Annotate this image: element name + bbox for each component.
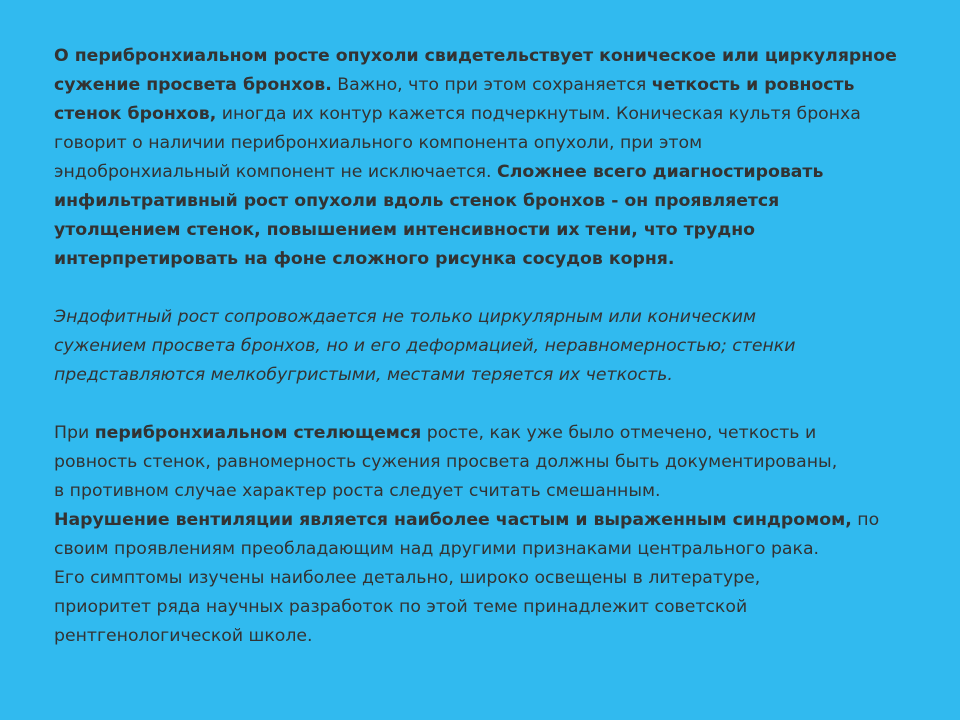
text-run: представляются мелкобугристыми, местами теряется их четкость. (54, 365, 673, 385)
paragraph-endophytic-growth (54, 303, 934, 390)
text-run: сужение просвета бронхов. (54, 75, 332, 95)
text-line (54, 245, 934, 274)
text-line (54, 42, 934, 71)
text-line (54, 100, 934, 129)
text-line (54, 216, 934, 245)
text-line (54, 477, 934, 506)
paragraph-creeping-growth (54, 419, 934, 506)
text-run: Эндофитный рост сопровождается не только циркулярным или коническим (54, 307, 757, 327)
text-run: При (54, 423, 95, 443)
text-run: утолщением стенок, повышением интенсивности их тени, что трудно (54, 220, 756, 240)
text-run: иногда их контур кажется подчеркнутым. Коническая культя бронха (216, 104, 861, 124)
paragraph-peribronchial-growth (54, 42, 934, 274)
text-run: Его симптомы изучены наиболее детально, широко освещены в литературе, (54, 568, 761, 588)
paragraph-spacer (54, 390, 934, 419)
text-line (54, 564, 934, 593)
text-run: стенок бронхов, (54, 104, 217, 124)
text-line (54, 71, 934, 100)
text-run: Важно, что при этом сохраняется (331, 75, 652, 95)
text-line (54, 303, 934, 332)
text-line (54, 158, 934, 187)
text-run: эндобронхиальный компонент не исключается. (54, 162, 498, 182)
text-run: рентгенологической школе. (54, 626, 313, 646)
text-line (54, 535, 934, 564)
text-line (54, 129, 934, 158)
text-run: перибронхиальном стелющемся (94, 423, 422, 443)
text-run: интерпретировать на фоне сложного рисунка сосудов корня. (54, 249, 675, 269)
text-run: Нарушение вентиляции является наиболее частым и выраженным синдромом, (54, 510, 852, 530)
text-line (54, 419, 934, 448)
text-line (54, 448, 934, 477)
text-run: в противном случае характер роста следует считать смешанным. (54, 481, 661, 501)
text-run: четкость и ровность (651, 75, 855, 95)
text-run: росте, как уже было отмечено, четкость и (421, 423, 817, 443)
paragraph-spacer (54, 274, 934, 303)
text-run: Сложнее всего диагностировать (497, 162, 824, 182)
text-line (54, 187, 934, 216)
text-run: сужением просвета бронхов, но и его деформацией, неравномерностью; стенки (54, 336, 796, 356)
slide-text-block (54, 42, 934, 651)
paragraph-ventilation-disorder (54, 506, 934, 651)
text-line (54, 361, 934, 390)
text-run: О перибронхиальном росте опухоли свидетельствует коническое или циркулярное (54, 46, 897, 66)
text-line (54, 506, 934, 535)
text-line (54, 332, 934, 361)
text-run: приоритет ряда научных разработок по этой теме принадлежит советской (54, 597, 748, 617)
text-line (54, 622, 934, 651)
text-line (54, 593, 934, 622)
text-run: инфильтративный рост опухоли вдоль стенок бронхов - он проявляется (54, 191, 780, 211)
text-run: своим проявлениям преобладающим над другими признаками центрального рака. (54, 539, 820, 559)
text-run: ровность стенок, равномерность сужения просвета должны быть документированы, (54, 452, 838, 472)
text-run: говорит о наличии перибронхиального компонента опухоли, при этом (54, 133, 703, 153)
text-run: по (851, 510, 880, 530)
